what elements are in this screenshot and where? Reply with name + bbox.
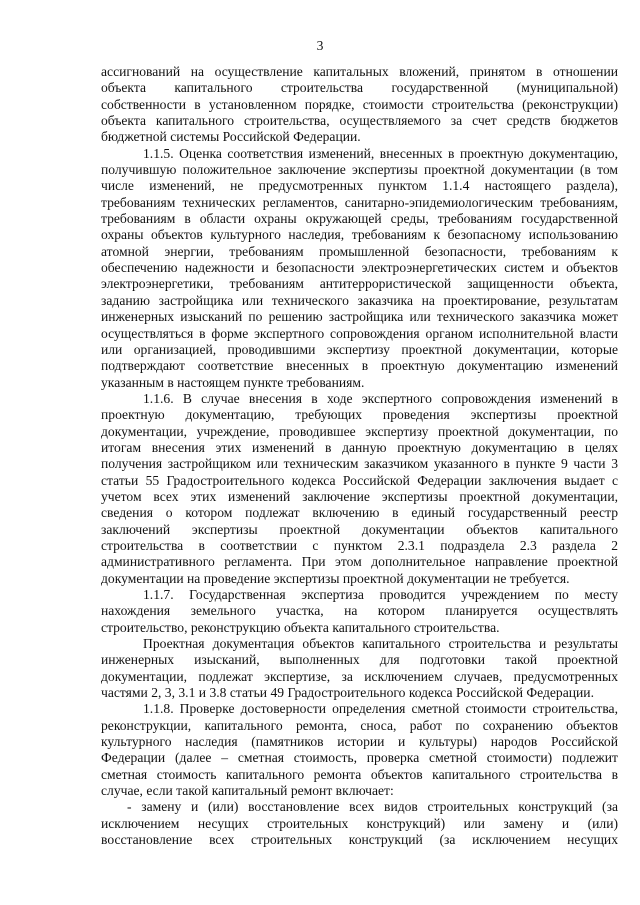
text-line: числе изменений, не предусмотренных пунктом 1.1.4 настоящего раздела), (101, 178, 618, 194)
text-line: нахождения земельного участка, на котором планируется осуществлять (101, 603, 618, 619)
text-line: электроэнергетики, требованиям антитеррористической защищенности объекта, (101, 276, 618, 292)
text-line: подтверждают соответствие внесенных в проектную документацию изменений (101, 358, 618, 374)
text-line: проектную документацию, требующих проведения экспертизы проектной (101, 407, 618, 423)
text-line: культурного наследия (памятников истории и культуры) народов Российской (101, 734, 618, 750)
text-line: строительства в соответствии с пунктом 2.3.1 подраздела 2.3 раздела 2 (101, 537, 618, 553)
text-line: 1.1.7. Государственная экспертиза проводится учреждением по месту (143, 587, 618, 602)
text-line: реконструкции, капитального ремонта, сноса, работ по сохранению объектов (101, 717, 618, 733)
text-line: Федерации (далее – сметная стоимость, проверка сметной стоимости) подлежит (101, 750, 618, 766)
text-line: объекта капитального строительства государственной (муниципальной) (101, 80, 618, 96)
text-line: бюджетной системы Российской Федерации. (101, 129, 361, 145)
text-line: документации, учреждение, проводившее экспертизу проектной документации, по (101, 423, 618, 439)
text-line: восстановление всех строительных конструкций (за исключением несущих (101, 832, 618, 848)
text-line: атомной энергии, требованиям промышленной безопасности, требованиям к (101, 243, 618, 259)
text-line: сметная стоимость капитального ремонта объектов капитального строительства в (101, 766, 618, 782)
page-number: 3 (316, 38, 324, 53)
text-line: документации на проведение экспертизы проектной документации не требуется. (101, 570, 570, 586)
text-line: частями 2, 3, 3.1 и 3.8 статьи 49 Градостроительного кодекса Российской Федерации. (101, 685, 594, 701)
text-line: заданию застройщика или технического заказчика на проектирование, результатам (101, 292, 618, 308)
text-line: административного регламента. При этом дополнительное направление проектной (101, 554, 618, 570)
text-line: учетом всех этих изменений заключение экспертизы проектной документации, (101, 488, 618, 504)
text-line: итогам внесения этих изменений в данную проектную документацию в целях (101, 439, 618, 455)
text-line: получения застройщиком или техническим заказчиком указанного в пункте 9 части 3 (101, 456, 618, 472)
text-line: случае, если такой капитальный ремонт включает: (101, 783, 394, 799)
text-line: указанным в настоящем пункте требованиям. (101, 374, 365, 390)
text-line: охраны объектов культурного наследия, требованиям к безопасному использованию (101, 227, 618, 243)
text-line: требованиям технических регламентов, санитарно-эпидемиологическим требованиям, (101, 194, 618, 210)
text-line: исключением несущих строительных конструкций) или замену и (или) (101, 815, 618, 831)
text-line: инженерных изысканий, выполненных для подготовки такой проектной (101, 652, 618, 668)
text-line: требованиям в области охраны окружающей среды, требованиям государственной (101, 211, 618, 227)
text-line: осуществляться в форме экспертного сопровождения органом исполнительной власти (101, 325, 618, 341)
text-line: - замену и (или) восстановление всех видов строительных конструкций (за (127, 799, 618, 815)
text-line: заключений экспертизы проектной документации объектов капитального (101, 521, 618, 537)
text-line: 1.1.6. В случае внесения в ходе экспертного сопровождения изменений в (143, 390, 618, 406)
text-line: инженерных изысканий по решению застройщика или технического заказчика может (101, 309, 618, 325)
text-line: 1.1.5. Оценка соответствия изменений, внесенных в проектную документацию, (143, 145, 618, 161)
text-line: собственности в установленном порядке, стоимости строительства (реконструкции) (101, 96, 618, 112)
text-line: обеспечению надежности и безопасности электроэнергетических систем и объектов (101, 260, 618, 276)
text-line: документации, подлежат экспертизе, за исключением случаев, предусмотренных (101, 668, 618, 684)
text-line: или организацией, проводившими экспертизу проектной документации, которые (101, 341, 618, 357)
text-line: сведения о котором подлежат включению в единый государственный реестр (101, 505, 618, 521)
document-body (101, 64, 618, 849)
text-line: получившую положительное заключение экспертизы проектной документации (в том (101, 162, 618, 178)
text-line: ассигнований на осуществление капитальных вложений, принятом в отношении (101, 64, 618, 79)
text-line: статьи 55 Градостроительного кодекса Российской Федерации заключения выдает с (101, 472, 618, 488)
text-line: 1.1.8. Проверке достоверности определения сметной стоимости строительства, (143, 701, 618, 717)
text-line: Проектная документация объектов капитального строительства и результаты (143, 636, 618, 652)
text-line: строительство, реконструкцию объекта капитального строительства. (101, 619, 500, 635)
text-line: объекта капитального строительства, осуществляемого за счет средств бюджетов (101, 113, 618, 129)
